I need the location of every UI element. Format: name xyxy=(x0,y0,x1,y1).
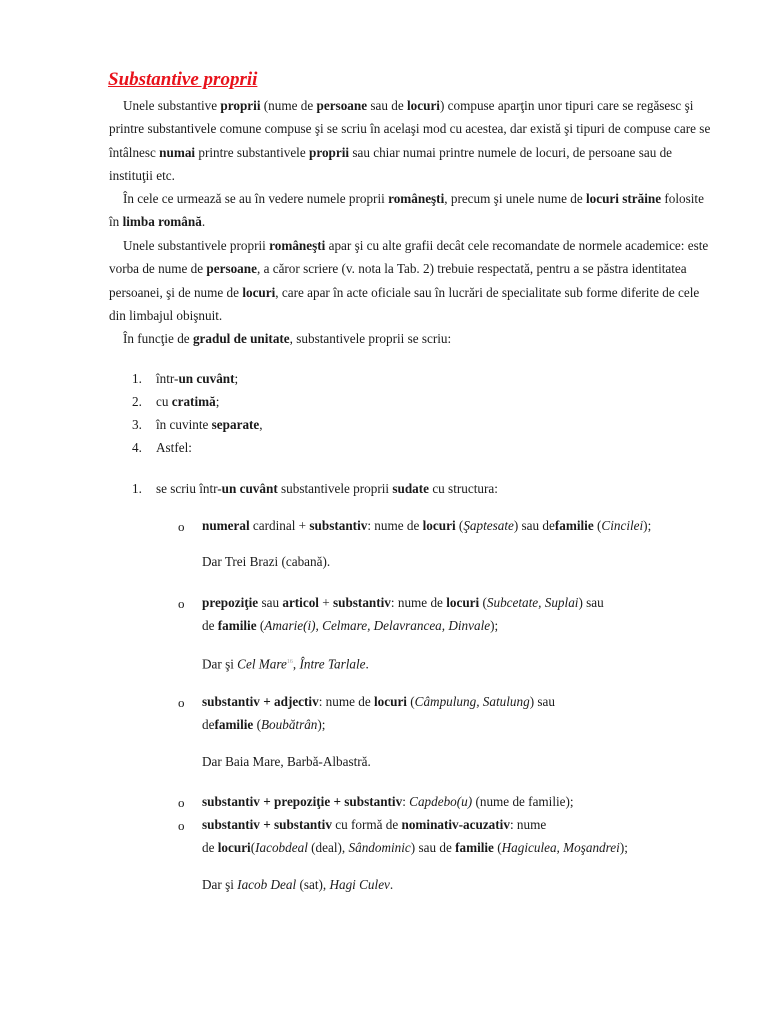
bullet-marker: o xyxy=(178,695,185,710)
bullet-marker: o xyxy=(178,596,185,611)
exception-note: Dar şi Cel Mare$^{16}$, Între Tarlale. xyxy=(202,656,369,672)
footnote-marker: 16 xyxy=(286,659,293,665)
bullet-marker: o xyxy=(178,519,185,534)
exception-note: Dar şi Iacob Deal (sat), Hagi Culev. xyxy=(202,877,394,892)
exception-note: Dar Baia Mare, Barbă-Albastră. xyxy=(202,754,371,769)
intro-paragraph-3: Unele substantivele proprii româneşti apar şi cu alte grafii decât cele recomandate de normele academice: este vorba de nume de persoane, a căror scriere (v. nota la Tab. 2) trebuie respectată, pentru a se păstra identitatea persoanei, şi de nume de locuri, care apar în acte oficiale sau în lucrări de specialitate sub forme diferite de cele din limbajul obişnuit. xyxy=(109,238,709,323)
bullet-item-text-cont: de locuri(Iacobdeal (deal), Sândominic) sau de familie (Hagiculea, Moşandrei); xyxy=(202,840,628,855)
bullet-item-text-cont: defamilie (Boubătrân); xyxy=(202,717,326,732)
bullet-marker: o xyxy=(178,818,185,833)
bullet-item-text: substantiv + substantiv cu formă de nominativ-acuzativ: nume xyxy=(202,817,547,832)
intro-paragraph-4: În funcţie de gradul de unitate, substantivele proprii se scriu: xyxy=(123,331,452,346)
bullet-item-text-cont: de familie (Amarie(i), Celmare, Delavrancea, Dinvale); xyxy=(202,618,499,633)
bullet-marker: o xyxy=(178,795,185,810)
bullet-item-text: substantiv + adjectiv: nume de locuri (Câmpulung, Satulung) sau xyxy=(202,694,555,709)
bullet-item-text: numeral cardinal + substantiv: nume de locuri (Şaptesate) sau defamilie (Cincilei); xyxy=(202,518,652,533)
intro-paragraph-1: Unele substantive proprii (nume de persoane sau de locuri) compuse aparţin unor tipuri care se regăsesc şi printre substantivele comune compuse şi se scriu în acelaşi mod cu acestea, dar există şi tipuri de compuse care se întâlnesc numai printre substantivele proprii sau chiar numai printre numele de locuri, de persoane sau de instituţii etc. xyxy=(109,98,711,183)
bullet-item-text: prepoziţie sau articol + substantiv: nume de locuri (Subcetate, Suplai) sau xyxy=(202,595,604,610)
bullet-item-text: substantiv + prepoziţie + substantiv: Capdebo(u) (nume de familie); xyxy=(202,794,574,809)
page-title: Substantive proprii xyxy=(108,69,258,90)
exception-note: Dar Trei Brazi (cabană). xyxy=(202,554,331,569)
intro-paragraph-2: În cele ce urmează se au în vedere numele proprii româneşti, precum şi unele nume de locuri străine folosite în limba română. xyxy=(109,191,704,230)
document-page: Substantive proprii Unele substantive proprii (nume de persoane sau de locuri) compuse aparţin unor tipuri care se regăsesc şi printre substantivele comune compuse şi se scriu în acelaşi mod cu acestea, dar există şi tipuri de compuse care se întâlnesc numai printre substantivele proprii sau chiar numai printre numele de locuri, de persoane sau de instituţii etc. În cele ce urmează se au în vedere numele proprii româneşti, precum şi unele nume de locuri străine folosite în limba română. Unele substantivele proprii româneşti apar şi cu alte grafii decât cele recomandate de normele academice: este vorba de nume de persoane, a căror scriere (v. nota la Tab. 2) trebuie respectată, pentru a se păstra identitatea persoanei, şi de nume de locuri, care apar în acte oficiale sau în lucrări de specialitate sub forme diferite de cele din limbajul obişnuit. În funcţie de gradul de unitate, substantivele proprii se scriu: 1. într-un cuvânt; 2. cu cratimă; 3. în cuvinte separate, 4. Astfel: 1. se scriu într-un cuvânt substantivele proprii sudate cu structura: o numeral cardinal + substantiv: nume de locuri (Şaptesate) sau defamilie (Cincilei); Dar Trei Brazi (cabană). o prepoziţie sau articol + substantiv: nume de locuri (Subcetate, Suplai) sau de familie (Amarie(i), Celmare, Delavrancea, Dinvale); Dar şi Cel Mare$^{16}$, Între Tarlale. o substantiv + adjectiv: nume de locuri (Câmpulung, Satulung) sau defamilie (Boubătrân); Dar Baia Mare, Barbă-Albastră. o substantiv + prepoziţie + substantiv: Capdebo(u) (nume de familie); o substantiv + substantiv cu formă de nominativ-acuzativ: nume de locuri(Iacobdeal (deal), Sândominic) sau de familie (Hagiculea, Moşandrei); Dar şi Iacob Deal (sat), Hagi Culev. xyxy=(0,0,768,1024)
